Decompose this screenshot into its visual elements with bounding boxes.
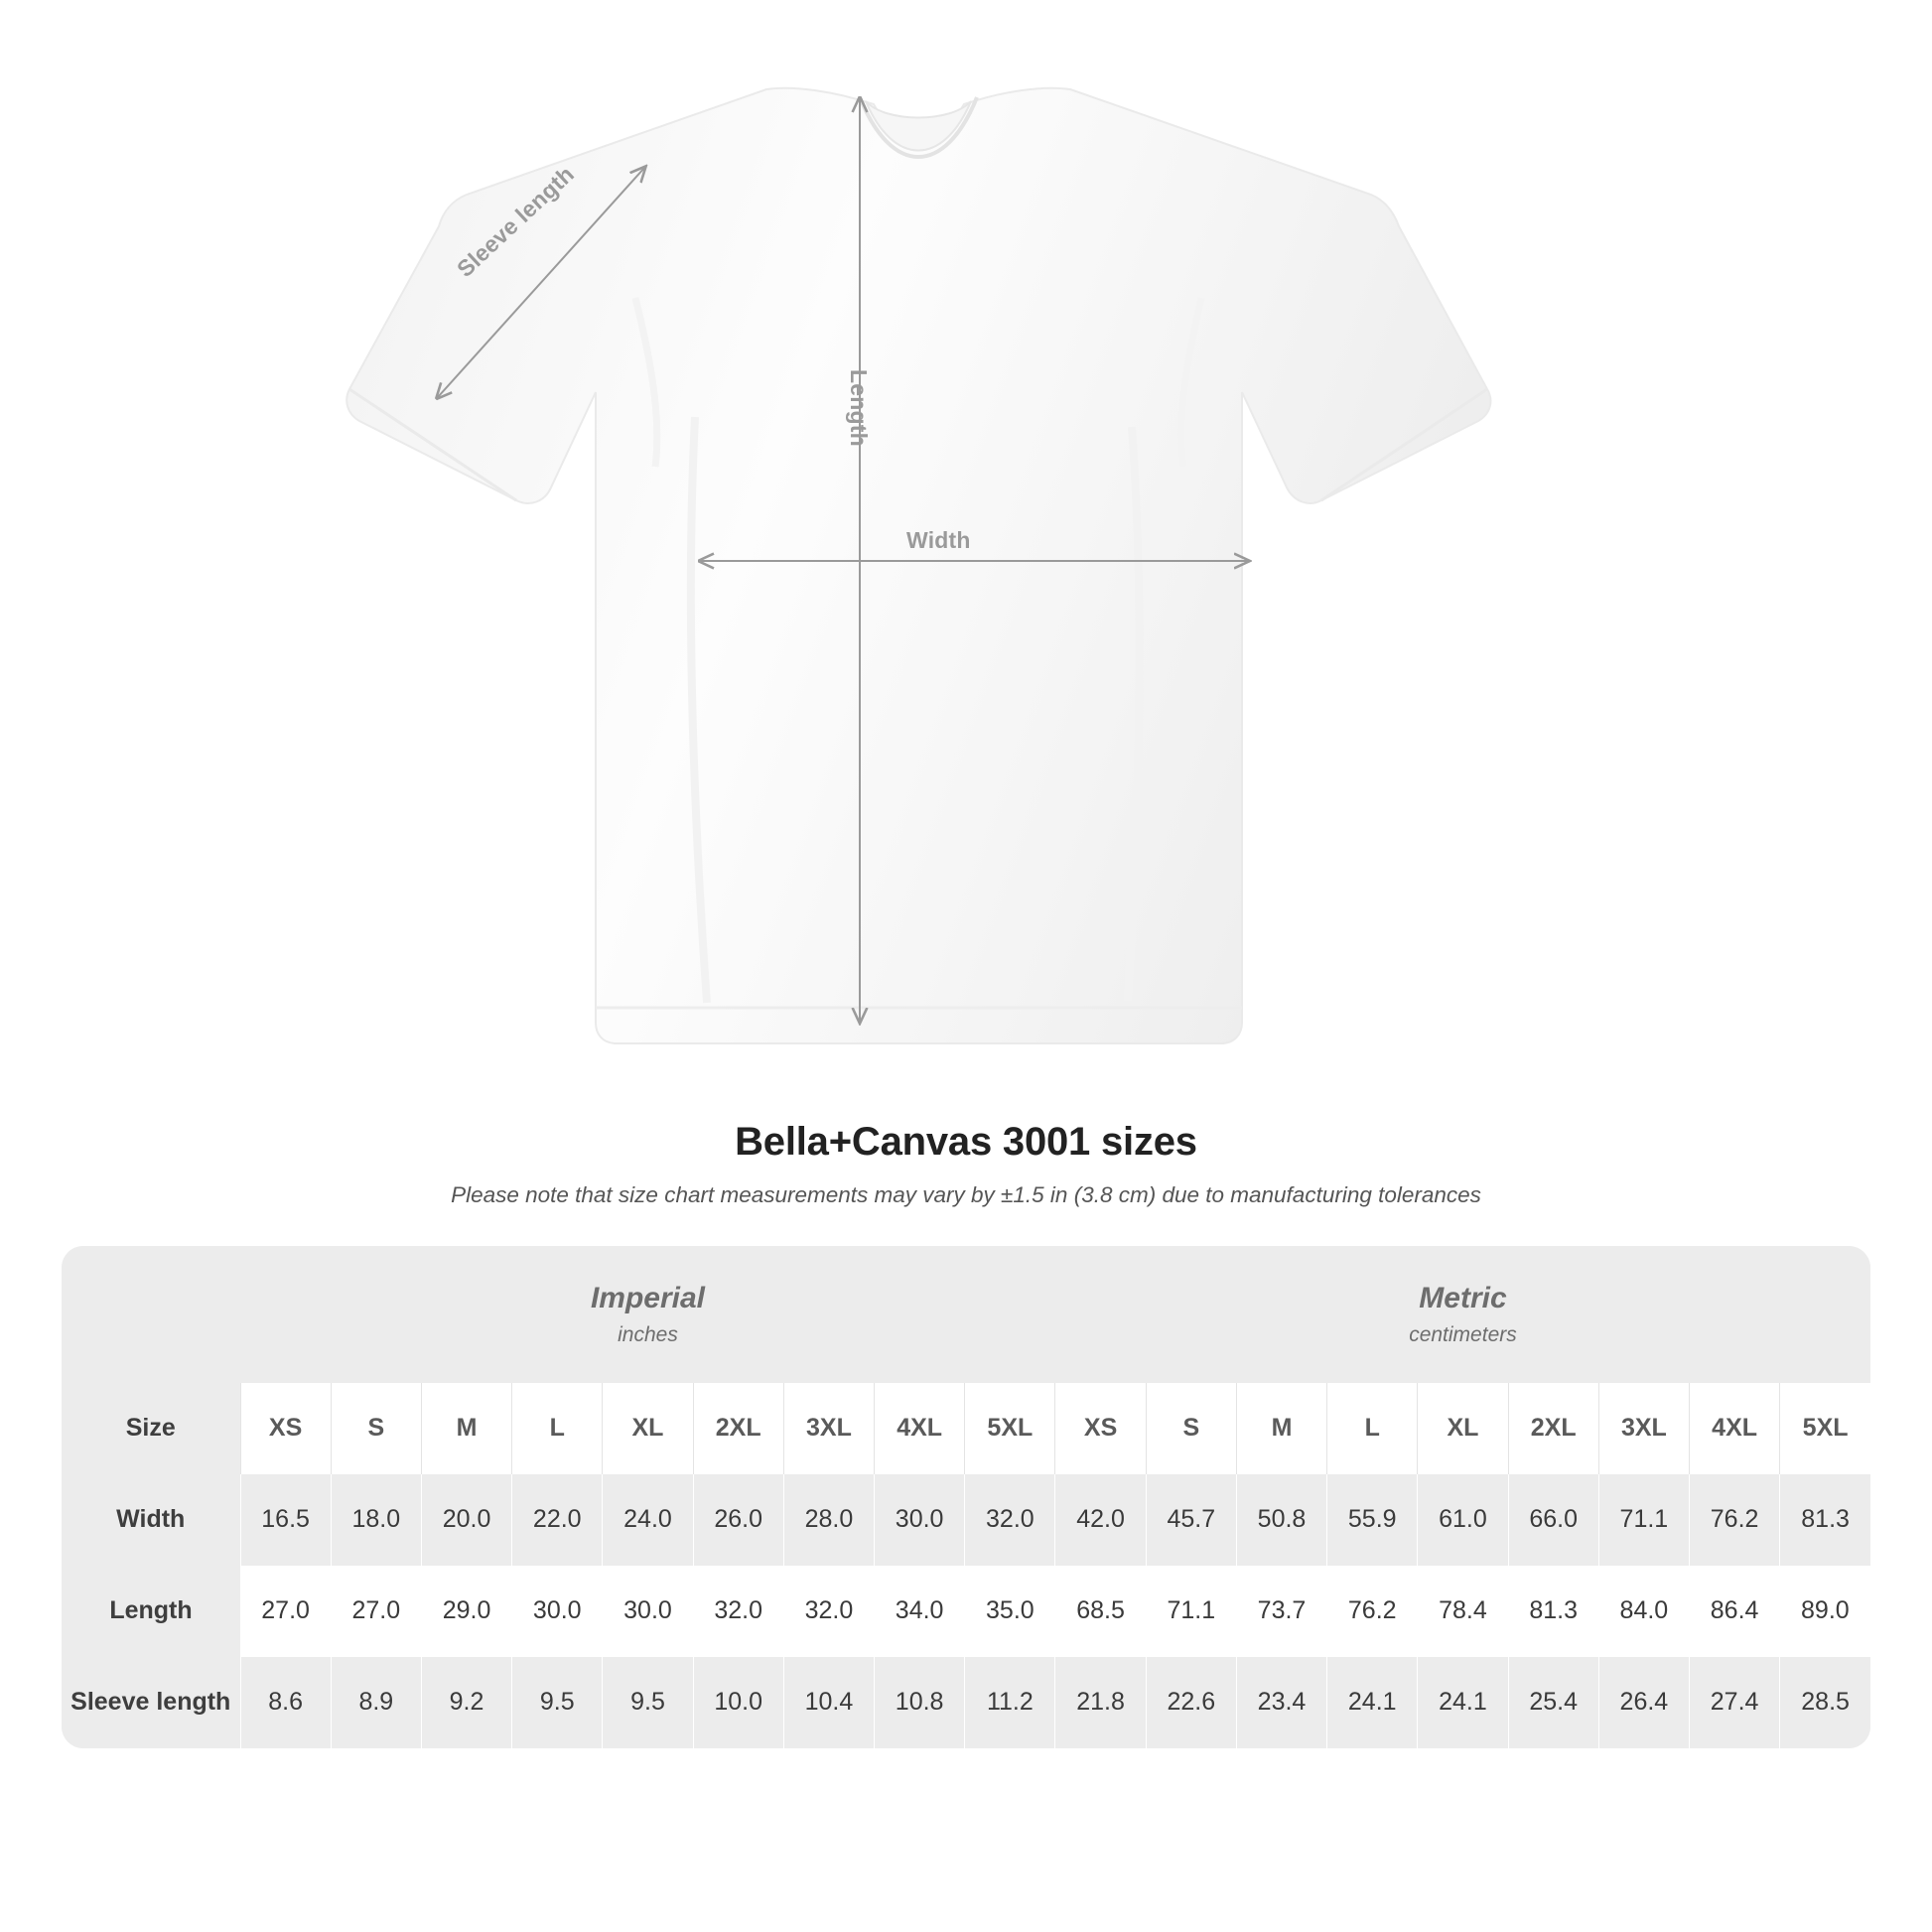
unit-group-name: Metric [1419, 1282, 1507, 1314]
cell-length-metric-2XL: 81.3 [1508, 1566, 1598, 1657]
table-row [62, 1474, 1870, 1566]
cell-sleeve-length-imperial-S: 8.9 [331, 1657, 421, 1748]
size-header-metric-XL: XL [1418, 1383, 1508, 1474]
cell-sleeve-length-imperial-5XL: 11.2 [965, 1657, 1055, 1748]
cell-width-imperial-XL: 24.0 [603, 1474, 693, 1566]
cell-sleeve-length-metric-S: 22.6 [1146, 1657, 1236, 1748]
cell-sleeve-length-metric-4XL: 27.4 [1690, 1657, 1780, 1748]
size-header-metric-2XL: 2XL [1508, 1383, 1598, 1474]
cell-length-metric-5XL: 89.0 [1780, 1566, 1870, 1657]
cell-sleeve-length-imperial-2XL: 10.0 [693, 1657, 783, 1748]
table-corner-cell [62, 1246, 240, 1383]
cell-width-metric-XS: 42.0 [1055, 1474, 1146, 1566]
row-label-width: Width [62, 1474, 240, 1566]
cell-length-imperial-S: 27.0 [331, 1566, 421, 1657]
cell-width-metric-2XL: 66.0 [1508, 1474, 1598, 1566]
cell-sleeve-length-metric-M: 23.4 [1236, 1657, 1326, 1748]
row-label-length: Length [62, 1566, 240, 1657]
cell-length-metric-L: 76.2 [1327, 1566, 1418, 1657]
cell-length-imperial-2XL: 32.0 [693, 1566, 783, 1657]
cell-width-imperial-3XL: 28.0 [783, 1474, 874, 1566]
size-header-metric-S: S [1146, 1383, 1236, 1474]
cell-width-imperial-S: 18.0 [331, 1474, 421, 1566]
cell-sleeve-length-metric-XL: 24.1 [1418, 1657, 1508, 1748]
cell-length-imperial-5XL: 35.0 [965, 1566, 1055, 1657]
cell-length-imperial-M: 29.0 [421, 1566, 511, 1657]
size-header-metric-5XL: 5XL [1780, 1383, 1870, 1474]
tolerance-note: Please note that size chart measurements may vary by ±1.5 in (3.8 cm) due to manufacturing tolerances [451, 1182, 1481, 1207]
cell-sleeve-length-metric-3XL: 26.4 [1598, 1657, 1689, 1748]
cell-width-metric-M: 50.8 [1236, 1474, 1326, 1566]
size-header-label: Size [62, 1383, 240, 1474]
chart-heading [0, 1120, 1932, 1208]
cell-sleeve-length-metric-XS: 21.8 [1055, 1657, 1146, 1748]
length-label: Length [846, 369, 872, 447]
cell-length-metric-4XL: 86.4 [1690, 1566, 1780, 1657]
cell-sleeve-length-imperial-M: 9.2 [421, 1657, 511, 1748]
size-header-metric-XS: XS [1055, 1383, 1146, 1474]
cell-width-metric-XL: 61.0 [1418, 1474, 1508, 1566]
cell-width-imperial-XS: 16.5 [240, 1474, 331, 1566]
row-label-sleeve-length: Sleeve length [62, 1657, 240, 1748]
cell-length-metric-S: 71.1 [1146, 1566, 1236, 1657]
cell-width-metric-5XL: 81.3 [1780, 1474, 1870, 1566]
size-header-imperial-XS: XS [240, 1383, 331, 1474]
size-header-imperial-XL: XL [603, 1383, 693, 1474]
size-header-imperial-M: M [421, 1383, 511, 1474]
cell-sleeve-length-metric-2XL: 25.4 [1508, 1657, 1598, 1748]
cell-sleeve-length-imperial-3XL: 10.4 [783, 1657, 874, 1748]
unit-group-subtitle: centimeters [1409, 1322, 1517, 1346]
cell-sleeve-length-imperial-XL: 9.5 [603, 1657, 693, 1748]
cell-length-imperial-L: 30.0 [512, 1566, 603, 1657]
cell-sleeve-length-imperial-L: 9.5 [512, 1657, 603, 1748]
unit-group-imperial [240, 1246, 1055, 1383]
cell-sleeve-length-imperial-4XL: 10.8 [875, 1657, 965, 1748]
sleeve-length-label: Sleeve length [452, 161, 580, 283]
size-header-imperial-5XL: 5XL [965, 1383, 1055, 1474]
cell-width-imperial-L: 22.0 [512, 1474, 603, 1566]
unit-header-row [62, 1246, 1870, 1383]
unit-group-metric [1055, 1246, 1870, 1383]
cell-length-metric-3XL: 84.0 [1598, 1566, 1689, 1657]
cell-sleeve-length-metric-5XL: 28.5 [1780, 1657, 1870, 1748]
table-row [62, 1566, 1870, 1657]
size-header-imperial-3XL: 3XL [783, 1383, 874, 1474]
cell-length-imperial-XS: 27.0 [240, 1566, 331, 1657]
unit-group-name: Imperial [590, 1282, 706, 1314]
size-header-row [62, 1383, 1870, 1474]
cell-length-imperial-XL: 30.0 [603, 1566, 693, 1657]
cell-width-imperial-2XL: 26.0 [693, 1474, 783, 1566]
cell-width-imperial-5XL: 32.0 [965, 1474, 1055, 1566]
size-header-imperial-S: S [331, 1383, 421, 1474]
cell-width-metric-4XL: 76.2 [1690, 1474, 1780, 1566]
cell-sleeve-length-metric-L: 24.1 [1327, 1657, 1418, 1748]
size-header-imperial-2XL: 2XL [693, 1383, 783, 1474]
size-header-metric-M: M [1236, 1383, 1326, 1474]
cell-width-metric-L: 55.9 [1327, 1474, 1418, 1566]
size-table-container [62, 1246, 1870, 1748]
cell-width-imperial-4XL: 30.0 [875, 1474, 965, 1566]
cell-length-metric-XS: 68.5 [1055, 1566, 1146, 1657]
cell-length-metric-XL: 78.4 [1418, 1566, 1508, 1657]
cell-length-metric-M: 73.7 [1236, 1566, 1326, 1657]
size-header-imperial-4XL: 4XL [875, 1383, 965, 1474]
size-header-metric-4XL: 4XL [1690, 1383, 1780, 1474]
cell-length-imperial-3XL: 32.0 [783, 1566, 874, 1657]
cell-sleeve-length-imperial-XS: 8.6 [240, 1657, 331, 1748]
unit-group-subtitle: inches [618, 1322, 678, 1346]
table-row [62, 1657, 1870, 1748]
size-header-metric-L: L [1327, 1383, 1418, 1474]
cell-width-metric-S: 45.7 [1146, 1474, 1236, 1566]
size-table [62, 1246, 1870, 1748]
width-label: Width [906, 527, 971, 553]
size-header-imperial-L: L [512, 1383, 603, 1474]
cell-width-imperial-M: 20.0 [421, 1474, 511, 1566]
page-title: Bella+Canvas 3001 sizes [735, 1120, 1197, 1164]
size-header-metric-3XL: 3XL [1598, 1383, 1689, 1474]
cell-width-metric-3XL: 71.1 [1598, 1474, 1689, 1566]
cell-length-imperial-4XL: 34.0 [875, 1566, 965, 1657]
